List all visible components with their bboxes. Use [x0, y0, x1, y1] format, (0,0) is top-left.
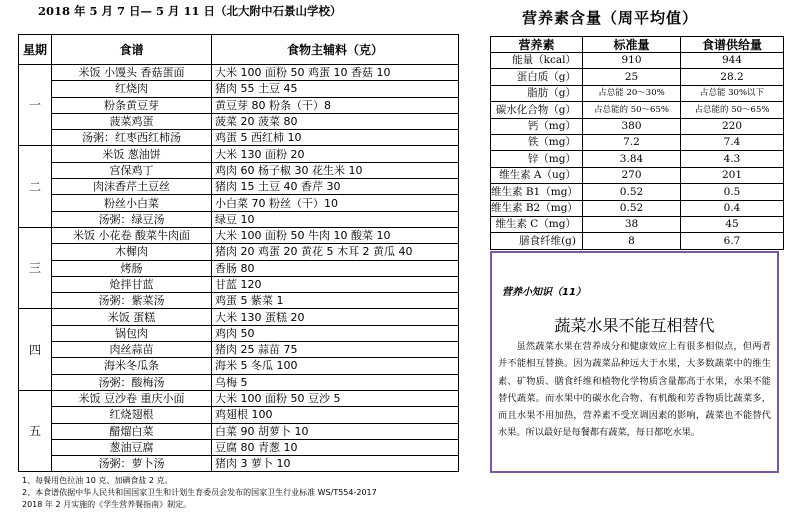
- note-line-2: 2、本食谱依据中华人民共和国国家卫生和计划生育委员会发布的国家卫生行业标准 WS/T554-2017: [22, 488, 377, 497]
- dish-cell: 粉丝小白菜: [52, 195, 212, 211]
- nutrition-table: [490, 36, 784, 250]
- ingredients-cell: 大米 130 面粉 20: [212, 146, 459, 162]
- dish-cell: 米饭 小馒头 香菇蛋面: [52, 65, 212, 81]
- menu-body: [19, 65, 459, 472]
- nutrition-row: [491, 184, 784, 200]
- menu-value: 7.4: [681, 134, 784, 150]
- nutrition-title: 营养素含量（周平均值）: [522, 9, 699, 27]
- standard-column-header: 标准量: [583, 37, 681, 53]
- ingredients-cell: 甘蓝 120: [212, 276, 459, 292]
- nutrient-name: 膳食纤维(g): [491, 233, 583, 249]
- menu-row: [19, 276, 459, 292]
- menu-value: 45: [681, 216, 784, 232]
- dish-cell: 菠菜鸡蛋: [52, 113, 212, 129]
- knowledge-tag: 营养小知识（11）: [502, 287, 586, 298]
- menu-value: 944: [681, 53, 784, 69]
- ingredients-cell: 大米 100 面粉 50 豆沙 5: [212, 390, 459, 406]
- standard-value: 3.84: [583, 151, 681, 167]
- dish-cell: 米饭 豆沙卷 重庆小面: [52, 390, 212, 406]
- dish-cell: 木樨肉: [52, 244, 212, 260]
- dish-cell: 米饭 蛋糕: [52, 309, 212, 325]
- ingredients-cell: 大米 100 面粉 50 鸡蛋 10 香菇 10: [212, 65, 459, 81]
- standard-value: 38: [583, 216, 681, 232]
- dish-cell: 炝拌甘蓝: [52, 276, 212, 292]
- nutrient-name: 维生素 A（ug）: [491, 167, 583, 183]
- menu-row: [19, 211, 459, 227]
- knowledge-body: 虽然蔬菜水果在营养成分和健康效应上有很多相似点，但两者并不能相互替换。因为蔬菜品种远大于水果，大多数蔬菜中的维生素、矿物质、膳食纤维和植物化学物质含量都高于水果，水果不能替代蔬菜。而水果中的碳水化合物、有机酸和芳香物质比蔬菜多，而且水果不用加热，营养素不受烹调因素的影响，蔬菜也不能替代水果。所以最好是每餐都有蔬菜，每日都吃水果。: [498, 341, 771, 439]
- dish-cell: 汤粥：萝卜汤: [52, 456, 212, 472]
- menu-value: 6.7: [681, 233, 784, 249]
- menu-row: [19, 342, 459, 358]
- dish-cell: 醋熘白菜: [52, 423, 212, 439]
- dish-cell: 汤粥：绿豆汤: [52, 211, 212, 227]
- standard-value: 0.52: [583, 184, 681, 200]
- dish-cell: 肉沫香芹土豆丝: [52, 179, 212, 195]
- menu-value: 占总能的 50～65%: [681, 102, 784, 118]
- dish-cell: 汤粥：酸梅汤: [52, 374, 212, 390]
- ingredients-cell: 黄豆芽 80 粉条（干）8: [212, 97, 459, 113]
- menu-row: [19, 260, 459, 276]
- nutrient-name: 能量（kcal）: [491, 53, 583, 69]
- standard-value: 25: [583, 69, 681, 85]
- nutrition-row: [491, 69, 784, 85]
- menu-row: [19, 390, 459, 406]
- ingredients-cell: 猪肉 15 土豆 40 香芹 30: [212, 179, 459, 195]
- dish-cell: 烤肠: [52, 260, 212, 276]
- nutrition-row: [491, 200, 784, 216]
- standard-value: 占总能的 50～65%: [583, 102, 681, 118]
- day-column-header: 星期: [19, 35, 52, 65]
- ingredients-cell: 猪肉 55 土豆 45: [212, 81, 459, 97]
- standard-value: 910: [583, 53, 681, 69]
- ingredients-cell: 猪肉 25 蒜苗 75: [212, 342, 459, 358]
- nutrient-name: 维生素 B1（mg）: [491, 184, 583, 200]
- note-line-3: 2018 年 2 月实施的《学生营养餐指南》制定。: [22, 500, 192, 509]
- standard-value: 占总能 20～30%: [583, 85, 681, 101]
- standard-value: 270: [583, 167, 681, 183]
- weekly-menu-table: [18, 34, 459, 472]
- ingredients-cell: 白菜 90 胡萝卜 10: [212, 423, 459, 439]
- menu-row: [19, 456, 459, 472]
- menu-supply-column-header: 食谱供给量: [681, 37, 784, 53]
- dish-cell: 汤粥：红枣西红柿汤: [52, 130, 212, 146]
- day-label: 五: [19, 390, 52, 471]
- menu-value: 201: [681, 167, 784, 183]
- nutrition-row: [491, 233, 784, 249]
- dish-cell: 红烧翅根: [52, 407, 212, 423]
- nutrition-row: [491, 102, 784, 118]
- dish-column-header: 食谱: [52, 35, 212, 65]
- nutrient-name: 维生素 B2（mg）: [491, 200, 583, 216]
- menu-row: [19, 325, 459, 341]
- menu-row: [19, 65, 459, 81]
- nutrition-header-row: [491, 37, 784, 53]
- nutrition-row: [491, 53, 784, 69]
- day-label: 二: [19, 146, 52, 227]
- menu-value: 4.3: [681, 151, 784, 167]
- day-label: 一: [19, 65, 52, 146]
- menu-date-school-header: 2018 年 5 月 7 日— 5 月 11 日（北大附中石景山学校）: [38, 4, 342, 18]
- nutrient-name: 维生素 C（mg）: [491, 216, 583, 232]
- ingredients-cell: 海米 5 冬瓜 100: [212, 358, 459, 374]
- ingredients-cell: 鸡肉 50: [212, 325, 459, 341]
- dish-cell: 锅包肉: [52, 325, 212, 341]
- dish-cell: 红烧肉: [52, 81, 212, 97]
- menu-row: [19, 244, 459, 260]
- ingredients-cell: 鸡蛋 5 西红柿 10: [212, 130, 459, 146]
- standard-value: 8: [583, 233, 681, 249]
- standard-value: 0.52: [583, 200, 681, 216]
- menu-row: [19, 423, 459, 439]
- menu-value: 0.4: [681, 200, 784, 216]
- ingredients-cell: 鸡蛋 5 紫菜 1: [212, 293, 459, 309]
- dish-cell: 米饭 葱油饼: [52, 146, 212, 162]
- ingredients-cell: 小白菜 70 粉丝（干）10: [212, 195, 459, 211]
- menu-row: [19, 81, 459, 97]
- dish-cell: 海米冬瓜条: [52, 358, 212, 374]
- menu-row: [19, 146, 459, 162]
- menu-row: [19, 195, 459, 211]
- ingredients-cell: 绿豆 10: [212, 211, 459, 227]
- ingredients-cell: 豆腐 80 青葱 10: [212, 439, 459, 455]
- note-line-1: 1、每餐用色拉油 10 克、加碘食盐 2 克。: [22, 476, 173, 485]
- nutrient-column-header: 营养素: [491, 37, 583, 53]
- ingredients-cell: 大米 100 面粉 50 牛肉 10 酸菜 10: [212, 227, 459, 243]
- menu-row: [19, 162, 459, 178]
- nutrition-row: [491, 216, 784, 232]
- dish-cell: 肉丝蒜苗: [52, 342, 212, 358]
- menu-header-row: [19, 35, 459, 65]
- menu-notes: [22, 475, 377, 511]
- menu-row: [19, 309, 459, 325]
- dish-cell: 汤粥：紫菜汤: [52, 293, 212, 309]
- menu-row: [19, 113, 459, 129]
- menu-row: [19, 439, 459, 455]
- dish-cell: 葱油豆腐: [52, 439, 212, 455]
- ingredients-column-header: 食物主辅料（克）: [212, 35, 459, 65]
- standard-value: 7.2: [583, 134, 681, 150]
- nutrient-name: 脂肪（g）: [491, 85, 583, 101]
- day-label: 三: [19, 227, 52, 308]
- nutrition-body: [491, 53, 784, 250]
- ingredients-cell: 猪肉 20 鸡蛋 20 黄花 5 木耳 2 黄瓜 40: [212, 244, 459, 260]
- menu-row: [19, 179, 459, 195]
- knowledge-title: 蔬菜水果不能互相替代: [554, 316, 715, 335]
- ingredients-cell: 菠菜 20 菠菜 80: [212, 113, 459, 129]
- nutrition-row: [491, 151, 784, 167]
- nutrition-knowledge-box: [490, 251, 779, 473]
- ingredients-cell: 鸡翅根 100: [212, 407, 459, 423]
- menu-value: 220: [681, 118, 784, 134]
- menu-row: [19, 407, 459, 423]
- dish-cell: 宫保鸡丁: [52, 162, 212, 178]
- nutrient-name: 锌（mg）: [491, 151, 583, 167]
- dish-cell: 米饭 小花卷 酸菜牛肉面: [52, 227, 212, 243]
- ingredients-cell: 香肠 80: [212, 260, 459, 276]
- nutrient-name: 钙（mg）: [491, 118, 583, 134]
- menu-value: 28.2: [681, 69, 784, 85]
- nutrient-name: 蛋白质（g）: [491, 69, 583, 85]
- nutrient-name: 铁（mg）: [491, 134, 583, 150]
- nutrition-row: [491, 134, 784, 150]
- menu-row: [19, 227, 459, 243]
- nutrition-row: [491, 118, 784, 134]
- standard-value: 380: [583, 118, 681, 134]
- menu-value: 0.5: [681, 184, 784, 200]
- day-label: 四: [19, 309, 52, 390]
- ingredients-cell: 乌梅 5: [212, 374, 459, 390]
- menu-row: [19, 97, 459, 113]
- dish-cell: 粉条黄豆芽: [52, 97, 212, 113]
- nutrition-row: [491, 85, 784, 101]
- menu-row: [19, 374, 459, 390]
- menu-row: [19, 130, 459, 146]
- menu-value: 占总能 30%以下: [681, 85, 784, 101]
- menu-row: [19, 358, 459, 374]
- menu-row: [19, 293, 459, 309]
- ingredients-cell: 鸡肉 60 杨子椒 30 花生米 10: [212, 162, 459, 178]
- ingredients-cell: 猪肉 3 萝卜 10: [212, 456, 459, 472]
- ingredients-cell: 大米 130 蛋糕 20: [212, 309, 459, 325]
- nutrient-name: 碳水化合物（g）: [491, 102, 583, 118]
- nutrition-row: [491, 167, 784, 183]
